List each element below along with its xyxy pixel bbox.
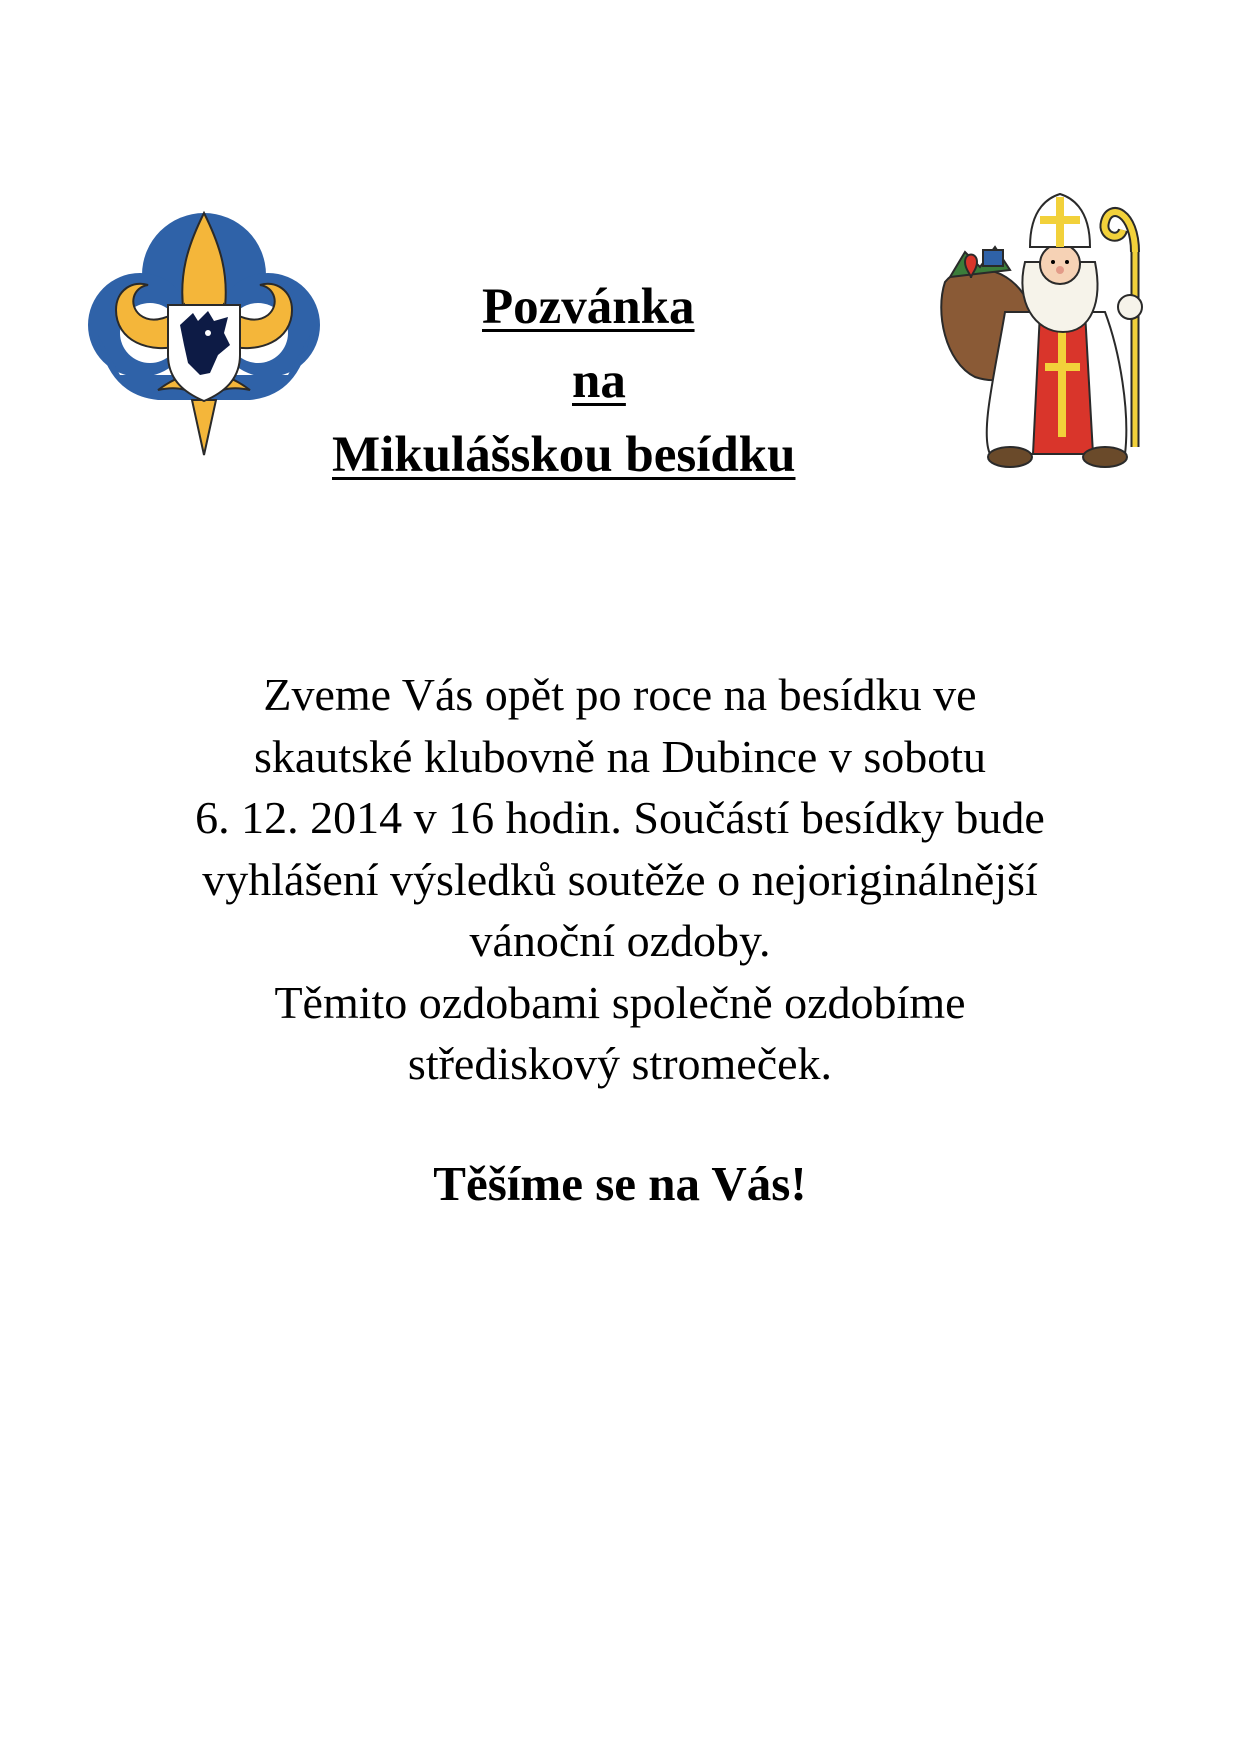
body-line-4: vyhlášení výsledků soutěže o nejoriginálnější [202,853,1038,905]
body-line-2: skautské klubovně na Dubince v sobotu [253,730,987,782]
body-line-7: střediskový stromeček. [407,1038,833,1089]
saint-nicholas-icon [935,192,1165,474]
title-line-3: Mikulášskou besídku [332,427,796,483]
body-line-3: 6. 12. 2014 v 16 hodin. Součástí besídky bude [195,792,1045,843]
body-line-6: Těmito ozdobami společně ozdobíme [274,976,966,1028]
body-line-5: vánoční ozdoby. [469,915,771,966]
invitation-body [60,664,1180,1095]
scout-lily-icon [88,205,320,463]
closing-line: Těšíme se na Vás! [433,1156,807,1211]
title-line-1: Pozvánka [482,279,695,335]
title-line-2: na [572,353,626,409]
body-line-1: Zveme Vás opět po roce na besídku ve [263,669,977,720]
